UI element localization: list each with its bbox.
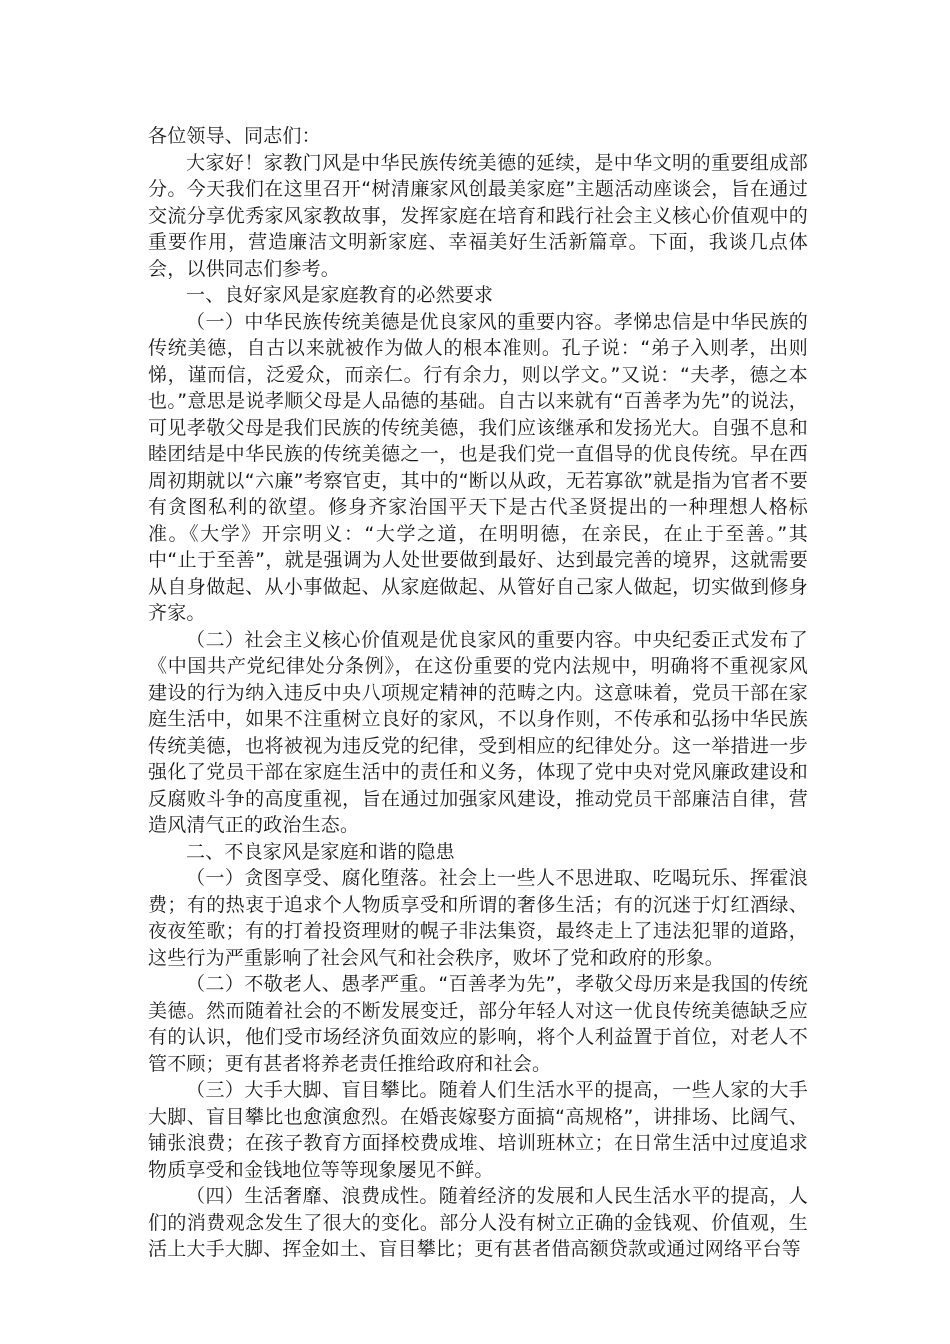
paragraph-2-3: （三）大手大脚、盲目攀比。随着人们生活水平的提高，一些人家的大手大脚、盲目攀比也愈演愈烈。在婚丧嫁娶方面搞“高规格”，讲排场、比阔气、铺张浪费；在孩子教育方面择校费成堆、培训班林立；在日常生活中过度追求物质享受和金钱地位等等现象屡见不鲜。 — [148, 1079, 808, 1181]
paragraph-1-2: （二）社会主义核心价值观是优良家风的重要内容。中央纪委正式发布了《中国共产党纪律处分条例》，在这份重要的党内法规中，明确将不重视家风建设的行为纳入违反中央八项规定精神的范畴之内。这意味着，党员干部在家庭生活中，如果不注重树立良好的家风，不以身作则，不传承和弘扬中华民族传统美德，也将被视为违反党的纪律，受到相应的纪律处分。这一举措进一步强化了党员干部在家庭生活中的责任和义务，体现了党中央对党风廉政建设和反腐败斗争的高度重视，旨在通过加强家风建设，推动党员干部廉洁自律，营造风清气正的政治生态。 — [148, 628, 808, 836]
salutation: 各位领导、同志们： — [148, 125, 321, 147]
paragraph-1-1: （一）中华民族传统美德是优良家风的重要内容。孝悌忠信是中华民族的传统美德，自古以来就被作为做人的根本准则。孔子说：“弟子入则孝，出则悌，谨而信，泛爱众，而亲仁。行有余力，则以学文。”又说：“夫孝，德之本也。”意思是说孝顺父母是人品德的基础。自古以来就有“百善孝为先”的说法，可见孝敬父母是我们民族的传统美德，我们应该继承和发扬光大。自强不息和睦团结是中华民族的传统美德之一，也是我们党一直倡导的优良传统。早在西周初期就以“六廉”考察官吏，其中的“断以从政，无若寡欲”就是指为官者不要有贪图私利的欲望。修身齐家治国平天下是古代圣贤提出的一种理想人格标准。《大学》开宗明义：“大学之道，在明明德，在亲民，在止于至善。”其中“止于至善”，就是强调为人处世要做到最好、达到最完善的境界，这就需要从自身做起、从小事做起、从家庭做起、从管好自己家人做起，切实做到修身齐家。 — [148, 310, 808, 624]
section-heading-1: 一、良好家风是家庭教育的必然要求 — [186, 284, 494, 306]
section-heading-2: 二、不良家风是家庭和谐的隐患 — [186, 840, 455, 863]
opening-paragraph: 大家好！家教门风是中华民族传统美德的延续，是中华文明的重要组成部分。今天我们在这里召开“树清廉家风创最美家庭”主题活动座谈会，旨在通过交流分享优秀家风家教故事，发挥家庭在培育和践行社会主义核心价值观中的重要作用，营造廉洁文明新家庭、幸福美好生活新篇章。下面，我谈几点体会，以供同志们参考。 — [148, 151, 808, 280]
paragraph-2-1: （一）贪图享受、腐化堕落。社会上一些人不思进取、吃喝玩乐、挥霍浪费；有的热衷于追求个人物质享受和所谓的奢侈生活；有的沉迷于灯红酒绿、夜夜笙歌；有的打着投资理财的幌子非法集资，最终走上了违法犯罪的道路，这些行为严重影响了社会风气和社会秩序，败坏了党和政府的形象。 — [148, 867, 808, 969]
paragraph-2-4: （四）生活奢靡、浪费成性。随着经济的发展和人民生活水平的提高，人们的消费观念发生了很大的变化。部分人没有树立正确的金钱观、价值观，生活上大手大脚、挥金如土、盲目攀比；更有甚者借高额贷款或通过网络平台等 — [148, 1185, 808, 1260]
document-body — [148, 123, 808, 1263]
paragraph-2-2: （二）不敬老人、愚孝严重。“百善孝为先”，孝敬父母历来是我国的传统美德。然而随着社会的不断发展变迁，部分年轻人对这一优良传统美德缺乏应有的认识，他们受市场经济负面效应的影响，将个人利益置于首位，对老人不管不顾；更有甚者将养老责任推给政府和社会。 — [148, 973, 808, 1075]
